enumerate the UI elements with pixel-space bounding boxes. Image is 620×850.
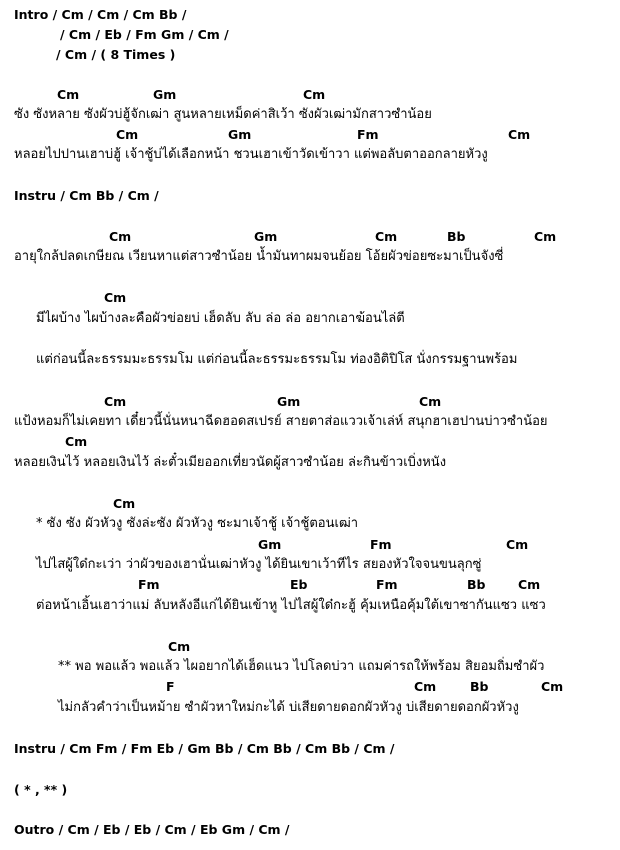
chord: Cm — [508, 127, 531, 142]
chord: Cm — [303, 87, 326, 102]
lyric-line: แป้งหอมก็ไม่เคยทา เดี๋ยวนี้นั่นหนาฉีดฮอดสเปรย์ สายตาส่อแววเจ้าเล่ห์ สนุกฮาเฮปานบ่าวซำน้อย — [14, 414, 548, 429]
chord: Fm — [357, 127, 379, 142]
chord: Cm — [375, 229, 398, 244]
chord: Bb — [470, 679, 489, 694]
chord: F — [166, 679, 175, 694]
chord: Cm — [419, 394, 442, 409]
chord: Fm — [138, 577, 160, 592]
lyric-line: ** พอ พอแล้ว พอแล้ว ไผอยากได้เฮ็ดแนว ไปโลดบ่วา แถมค่ารถให้พร้อม สิยอมถิ่มซำผัว — [58, 659, 545, 674]
chord: Cm — [541, 679, 564, 694]
lyric-line: ไม่กลัวคำว่าเป็นหม้าย ซำผัวหาใหม่กะได้ บ่เสียดายดอกผัวหัวงู บ่เสียดายดอกผัวหัวงู — [58, 700, 519, 715]
chord: Cm — [104, 394, 127, 409]
chord: Bb — [467, 577, 486, 592]
chord: Cm — [57, 87, 80, 102]
lyric-line: ซัง ซังหลาย ซังผัวบ่ฮู้จักเฒ่า สูนหลายเหม็ดค่าสิเว้า ซังผัวเฒ่ามักสาวซำน้อย — [14, 107, 432, 122]
lyric-line: ต่อหน้าเอิ้นเฮาว่าแม่ ลับหลังอีแก่ได้ยินเข้าหู ไปไสผู้ใด๋กะฮู้ คุ้มเหนือคุ้มใต้เขาซากันแซว แซว — [36, 598, 546, 613]
intro-line: / Cm / ( 8 Times ) — [56, 47, 176, 62]
chord: Cm — [506, 537, 529, 552]
chord: Gm — [228, 127, 252, 142]
instrumental-line: Instru / Cm Fm / Fm Eb / Gm Bb / Cm Bb / Cm Bb / Cm / — [14, 741, 395, 756]
lyric-line: หลอยไปปานเฮาบ่ฮู้ เจ้าชู้บ่ได้เลือกหน้า ชวนเฮาเข้าวัดเข้าวา แต่พอลับตาออกลายหัวงู — [14, 147, 488, 162]
chord: Gm — [277, 394, 301, 409]
lyric-line: อายุใกล้ปลดเกษียณ เวียนหาแต่สาวซำน้อย น้ำมันทาผมจนย้อย โอ้ยผัวข่อยซะมาเป็นจังซี่ — [14, 249, 504, 264]
lyric-line: ไปไสผู้ใด๋กะเว่า ว่าผัวของเฮานั่นเฒ่าหัวงู ได้ยินเขาเว้าทีไร สยองหัวใจจนขนลุกซู่ — [36, 557, 482, 572]
chord: Cm — [518, 577, 541, 592]
lyric-line: แต่ก่อนนี้ละธรรมมะธรรมโม แต่ก่อนนี้ละธรรมะธรรมโม ท่องอิติปิโส นั่งกรรมฐานพร้อม — [36, 352, 518, 367]
chord: Cm — [109, 229, 132, 244]
chord: Cm — [168, 639, 191, 654]
chord: Fm — [370, 537, 392, 552]
outro-line: Outro / Cm / Eb / Eb / Cm / Eb Gm / Cm / — [14, 822, 290, 837]
chord: Cm — [65, 434, 88, 449]
instrumental-line: Instru / Cm Bb / Cm / — [14, 188, 159, 203]
chord: Cm — [116, 127, 139, 142]
intro-line: / Cm / Eb / Fm Gm / Cm / — [60, 27, 229, 42]
repeat-marker: ( * , ** ) — [14, 782, 68, 797]
chord: Eb — [290, 577, 308, 592]
chord: Bb — [447, 229, 466, 244]
chord: Cm — [414, 679, 437, 694]
lyric-line: * ซัง ซัง ผัวหัวงู ซังล่ะซัง ผัวหัวงู ซะมาเจ้าชู้ เจ้าชู้ตอนเฒ่า — [36, 516, 358, 531]
chord: Cm — [534, 229, 557, 244]
chord: Fm — [376, 577, 398, 592]
lyric-line: หลอยเงินไว้ หลอยเงินไว้ ล่ะตั๋วเมียออกเที่ยวนัดผู้สาวซำน้อย ล่ะกินข้าวเบิ่งหนัง — [14, 455, 447, 470]
chord: Gm — [254, 229, 278, 244]
intro-line: Intro / Cm / Cm / Cm Bb / — [14, 7, 187, 22]
lyric-line: มีไผบ้าง ไผบ้างละคือผัวข่อยบ่ เฮ็ดลับ ลับ ล่อ ล่อ อยากเอาฆ้อนไล่ตี — [36, 311, 405, 326]
chord: Gm — [258, 537, 282, 552]
chord: Gm — [153, 87, 177, 102]
chord: Cm — [104, 290, 127, 305]
chord: Cm — [113, 496, 136, 511]
